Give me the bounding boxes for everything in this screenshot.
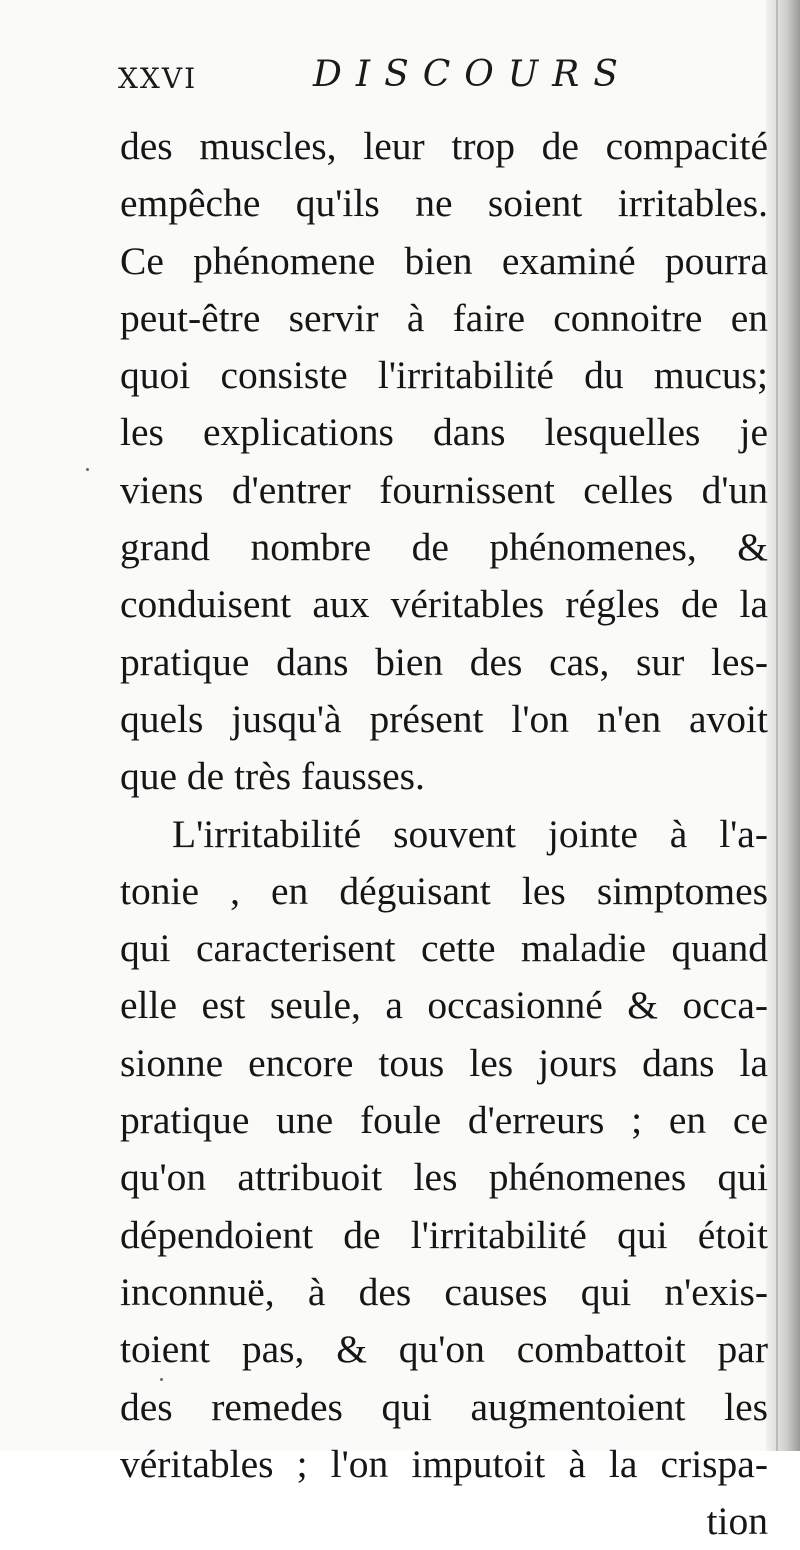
text-line: pratique dans bien des cas, sur les-: [120, 639, 768, 684]
paragraph-start-line: L'irritabilité souvent jointe à l'a-: [172, 811, 768, 856]
text-line: viens d'entrer fournissent celles d'un: [120, 467, 768, 512]
catchword: tion: [706, 1499, 768, 1544]
text-line: grand nombre de phénomenes, &: [120, 525, 768, 570]
text-line: véritables ; l'on imputoit à la crispa-: [120, 1441, 768, 1486]
text-line: peut-être servir à faire connoitre en: [120, 295, 768, 340]
text-line: conduisent aux véritables régles de la: [120, 582, 768, 627]
text-line: que de très fausses.: [120, 754, 425, 799]
body-text: [120, 118, 768, 1550]
text-line: des remedes qui augmentoient les: [120, 1384, 768, 1429]
page-edge-line: [776, 0, 778, 1451]
text-line: qu'on attribuoit les phénomenes qui: [120, 1155, 768, 1200]
text-line: les explications dans lesquelles je: [120, 410, 768, 455]
text-line: inconnuë, à des causes qui n'exis-: [120, 1269, 768, 1314]
text-line: tonie , en déguisant les simptomes: [120, 868, 768, 913]
text-line: quels jusqu'à présent l'on n'en avoit: [120, 696, 768, 741]
text-line: pratique une foule d'erreurs ; en ce: [120, 1098, 768, 1143]
paper-speck: [160, 1378, 163, 1381]
text-line: toient pas, & qu'on combattoit par: [120, 1327, 768, 1372]
running-title: DISCOURS: [313, 54, 632, 95]
page-number: XXVI: [118, 62, 198, 95]
running-head: [118, 52, 658, 102]
text-line: sionne encore tous les jours dans la: [120, 1040, 768, 1085]
text-line: des muscles, leur trop de compacité: [120, 124, 768, 168]
text-line: elle est seule, a occasionné & occa-: [120, 983, 768, 1028]
text-line: quoi consiste l'irritabilité du mucus;: [120, 353, 768, 398]
text-line: Ce phénomene bien examiné pourra: [120, 238, 768, 283]
text-line: qui caracterisent cette maladie quand: [120, 926, 768, 971]
page-edge-shadow: [766, 0, 800, 1451]
text-line: empêche qu'ils ne soient irritables.: [120, 181, 768, 226]
text-line: dépendoient de l'irritabilité qui étoit: [120, 1212, 768, 1257]
paper-speck: [86, 468, 89, 471]
